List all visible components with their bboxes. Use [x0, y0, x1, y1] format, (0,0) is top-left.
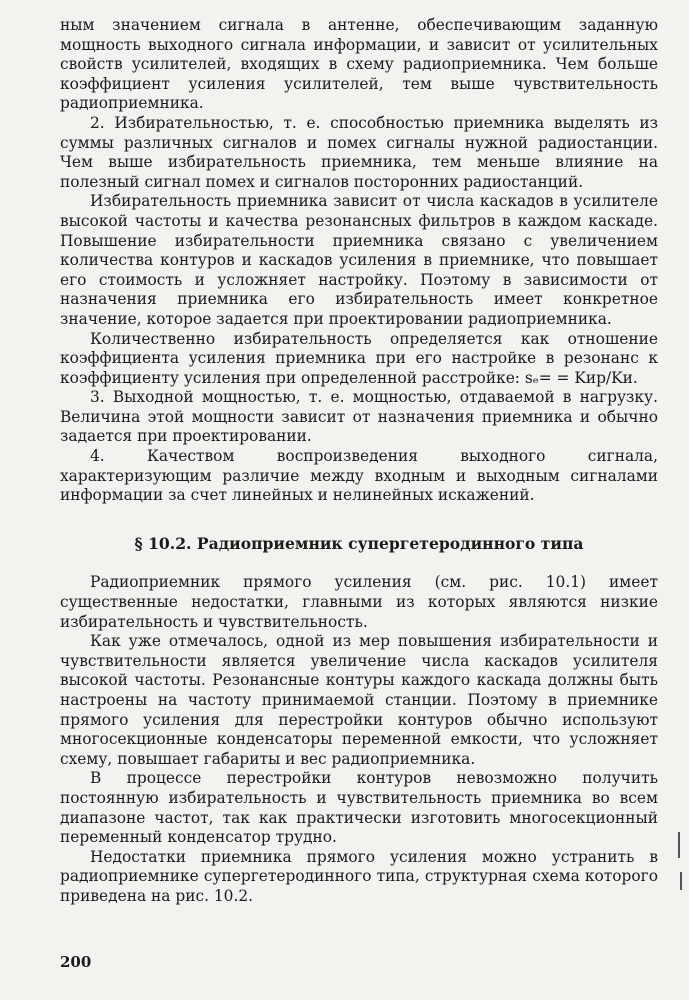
paragraph-direct-receiver: Радиоприемник прямого усиления (см. рис. 10.1) имеет существенные недостатки, главными из которых являются низкие избирательность и чувствительность. — [60, 573, 658, 631]
paragraph-tuning: В процессе перестройки контуров невозможно получить постоянную избирательность и чувствительность приемника во всем диапазоне частот, так как практически изготовить многосекционный переменный конденсатор трудно. — [60, 769, 658, 847]
paragraph-selectivity: 2. Избирательностью, т. е. способностью приемника выделять из суммы различных сигналов и помех сигналы нужной радиостанции. Чем выше избирательность приемника, тем меньше влияние на полезный сигнал помех и сигналов посторонних радиостанций. — [60, 113, 658, 191]
page-number: 200 — [60, 953, 92, 971]
paragraph-reproduction-quality: 4. Качеством воспроизведения выходного сигнала, характеризующим различие между входным и выходным сигналами информации за счет линейных и нелинейных искажений. — [60, 447, 658, 505]
paragraph-sensitivity-end: ным значением сигнала в антенне, обеспечивающим заданную мощность выходного сигнала информации, и зависит от усилительных свойств усилителей, входящих в схему радиоприемника. Чем больше коэффициент усиления усилителей, тем выше чувствительность радиоприемника. — [60, 16, 658, 113]
section-heading: § 10.2. Радиоприемник супергетеродинного типа — [134, 533, 584, 553]
paragraph-selectivity-quantitative: Количественно избирательность определяется как отношение коэффициента усиления приемника при его настройке в резонанс к коэффициенту усиления при определенной расстройке: sₑ= = Kир/Kи. — [60, 329, 658, 387]
paragraph-cascades: Как уже отмечалось, одной из мер повышения избирательности и чувствительности является увеличение числа каскадов усилителя высокой частоты. Резонансные контуры каждого каскада должны быть настроены на частоту принимаемой станции. Поэтому в приемнике прямого усиления для перестройки контуров обычно используют многосекционные конденсаторы переменной емкости, что усложняет схему, повышает габариты и вес радиоприемника. — [60, 632, 658, 768]
margin-mark — [678, 832, 680, 858]
paragraph-superheterodyne: Недостатки приемника прямого усиления можно устранить в радиоприемнике супергетеродинного типа, структурная схема которого приведена на рис. 10.2. — [60, 847, 658, 905]
page-body — [60, 16, 658, 907]
margin-mark — [680, 872, 682, 890]
paragraph-selectivity-factors: Избирательность приемника зависит от числа каскадов в усилителе высокой частоты и качества резонансных фильтров в каждом каскаде. Повышение избирательности приемника связано с увеличением количества контуров и каскадов усиления в приемнике, что повышает его стоимость и усложняет настройку. Поэтому в зависимости от назначения приемника его избирательность имеет конкретное значение, которое задается при проектировании радиоприемника. — [60, 192, 658, 328]
paragraph-output-power: 3. Выходной мощностью, т. е. мощностью, отдаваемой в нагрузку. Величина этой мощности зависит от назначения приемника и обычно задается при проектировании. — [60, 388, 658, 446]
